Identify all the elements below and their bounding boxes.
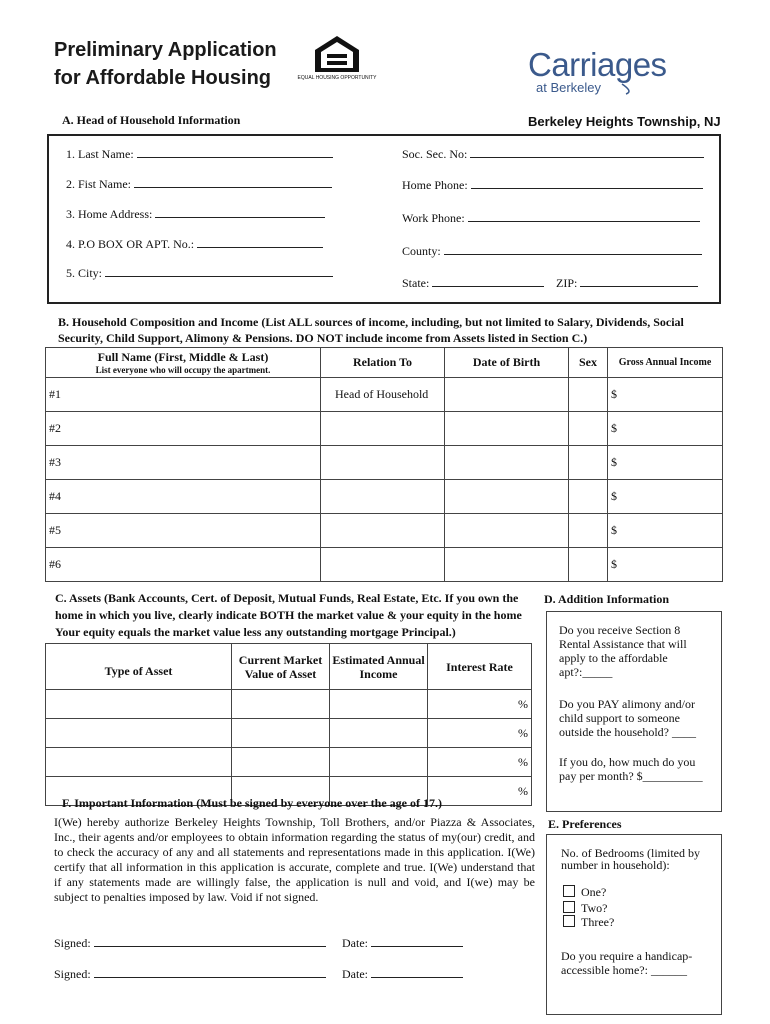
additional-info-box (546, 611, 722, 812)
rate-cell[interactable]: % (428, 690, 532, 719)
income-cell[interactable]: $ (608, 480, 723, 514)
household-table (45, 347, 723, 582)
row-number: #6 (46, 548, 321, 582)
dob-cell[interactable] (445, 446, 569, 480)
annual-income-cell[interactable] (330, 748, 428, 777)
location-label: Berkeley Heights Township, NJ (528, 114, 721, 129)
work-phone-field[interactable]: Work Phone: (402, 210, 700, 226)
alimony-question[interactable]: Do you PAY alimony and/or child support to someone outside the household? ____ (559, 697, 696, 739)
sex-cell[interactable] (569, 514, 608, 548)
sex-cell[interactable] (569, 446, 608, 480)
dob-cell[interactable] (445, 548, 569, 582)
market-value-cell[interactable] (232, 719, 330, 748)
signature-field-1[interactable]: Signed: (54, 935, 326, 951)
row-number: #3 (46, 446, 321, 480)
row-number: #1 (46, 378, 321, 412)
col-annual-income: Estimated Annual Income (330, 644, 428, 690)
col-sex: Sex (569, 348, 608, 378)
rate-cell[interactable]: % (428, 748, 532, 777)
sex-cell[interactable] (569, 412, 608, 446)
page-title: Preliminary Application for Affordable Housing (54, 39, 277, 89)
home-phone-field[interactable]: Home Phone: (402, 177, 703, 193)
income-cell[interactable]: $ (608, 378, 723, 412)
sex-cell[interactable] (569, 378, 608, 412)
row-number: #4 (46, 480, 321, 514)
asset-type-cell[interactable] (46, 719, 232, 748)
table-row (46, 719, 532, 748)
row-number: #5 (46, 514, 321, 548)
table-header-row (46, 348, 723, 378)
county-field[interactable]: County: (402, 243, 702, 259)
svg-text:EQUAL HOUSING OPPORTUNITY: EQUAL HOUSING OPPORTUNITY (297, 75, 377, 81)
relation-cell[interactable] (321, 548, 445, 582)
date-field-2[interactable]: Date: (342, 966, 463, 982)
col-income: Gross Annual Income (608, 348, 723, 378)
option-two[interactable]: Two? (563, 901, 607, 915)
option-one[interactable]: One? (563, 885, 606, 899)
dob-cell[interactable] (445, 378, 569, 412)
checkbox-three[interactable] (563, 915, 575, 927)
annual-income-cell[interactable] (330, 690, 428, 719)
table-row (46, 690, 532, 719)
sex-cell[interactable] (569, 548, 608, 582)
zip-field[interactable]: ZIP: (556, 275, 698, 291)
option-three[interactable]: Three? (563, 915, 614, 929)
last-name-field[interactable]: 1. Last Name: (66, 146, 333, 162)
authorization-text: I(We) hereby authorize Berkeley Heights Township, Toll Brothers, and/or Piazza & Associates, Inc., their agents and/or employees to obtain information regarding the status of my(our) credit, and to check the accuracy of any and all statements and representations made in this application. I(We) certify that all information in this application is accurate, complete and true. I(We) understand that if any statements made are willingly false, the application is null and void, and I(we) may be subject to penalties imposed by law. Void if not signed. (54, 815, 535, 904)
table-row (46, 748, 532, 777)
section-f-heading: F. Important Information (Must be signed by everyone over the age of 17.) (62, 796, 442, 810)
po-box-field[interactable]: 4. P.O BOX OR APT. No.: (66, 236, 323, 252)
checkbox-two[interactable] (563, 901, 575, 913)
table-row (46, 378, 723, 412)
handicap-question[interactable]: Do you require a handicap-accessible home?: ______ (561, 949, 693, 977)
city-field[interactable]: 5. City: (66, 265, 333, 281)
table-header-row (46, 644, 532, 690)
relation-cell[interactable] (321, 514, 445, 548)
carriages-logo: Carriages at Berkeley (528, 46, 667, 95)
date-field-1[interactable]: Date: (342, 935, 463, 951)
rate-cell[interactable]: % (428, 777, 532, 806)
table-row (46, 412, 723, 446)
income-cell[interactable]: $ (608, 514, 723, 548)
dob-cell[interactable] (445, 412, 569, 446)
relation-cell[interactable] (321, 480, 445, 514)
section-a-heading: A. Head of Household Information (62, 113, 241, 127)
section-d-heading: D. Addition Information (544, 592, 670, 606)
first-name-field[interactable]: 2. Fist Name: (66, 176, 332, 192)
market-value-cell[interactable] (232, 748, 330, 777)
equal-housing-logo (297, 34, 377, 88)
annual-income-cell[interactable] (330, 719, 428, 748)
relation-cell[interactable] (321, 412, 445, 446)
income-cell[interactable]: $ (608, 548, 723, 582)
sex-cell[interactable] (569, 480, 608, 514)
checkbox-one[interactable] (563, 885, 575, 897)
col-dob: Date of Birth (445, 348, 569, 378)
section-c-heading: C. Assets (Bank Accounts, Cert. of Deposit, Mutual Funds, Real Estate, Etc. If you own the home in which you live, clearly indicate BOTH the market value & your equity in the home Your equity equals the market value less any outstanding mortgage Principal.) (55, 591, 522, 639)
asset-type-cell[interactable] (46, 690, 232, 719)
section-e-heading: E. Preferences (548, 817, 622, 831)
income-cell[interactable]: $ (608, 446, 723, 480)
col-market-value: Current Market Value of Asset (232, 644, 330, 690)
table-row (46, 480, 723, 514)
ssn-field[interactable]: Soc. Sec. No: (402, 146, 704, 162)
col-relation: Relation To (321, 348, 445, 378)
dob-cell[interactable] (445, 480, 569, 514)
market-value-cell[interactable] (232, 690, 330, 719)
col-interest-rate: Interest Rate (428, 644, 532, 690)
dob-cell[interactable] (445, 514, 569, 548)
table-row (46, 514, 723, 548)
payment-amount-question[interactable]: If you do, how much do you pay per month? $__________ (559, 755, 703, 783)
income-cell[interactable]: $ (608, 412, 723, 446)
table-row (46, 548, 723, 582)
rate-cell[interactable]: % (428, 719, 532, 748)
section8-question[interactable]: Do you receive Section 8 Rental Assistance that will apply to the affordable apt?:_____ (559, 623, 687, 679)
asset-type-cell[interactable] (46, 748, 232, 777)
signature-field-2[interactable]: Signed: (54, 966, 326, 982)
home-address-field[interactable]: 3. Home Address: (66, 206, 325, 222)
state-field[interactable]: State: (402, 275, 544, 291)
section-b-heading: B. Household Composition and Income (List ALL sources of income, including, but not limited to Salary, Dividends, Social Security, Child Support, Alimony & Pensions. DO NOT include income from Assets listed in Section C.) (58, 315, 684, 345)
preferences-box (546, 834, 722, 1015)
relation-cell: Head of Household (321, 378, 445, 412)
table-row (46, 446, 723, 480)
col-asset-type: Type of Asset (46, 644, 232, 690)
relation-cell[interactable] (321, 446, 445, 480)
col-full-name: Full Name (First, Middle & Last) List everyone who will occupy the apartment. (46, 348, 321, 378)
assets-table (45, 643, 532, 806)
bedrooms-label: No. of Bedrooms (limited by number in household): (561, 846, 700, 872)
row-number: #2 (46, 412, 321, 446)
